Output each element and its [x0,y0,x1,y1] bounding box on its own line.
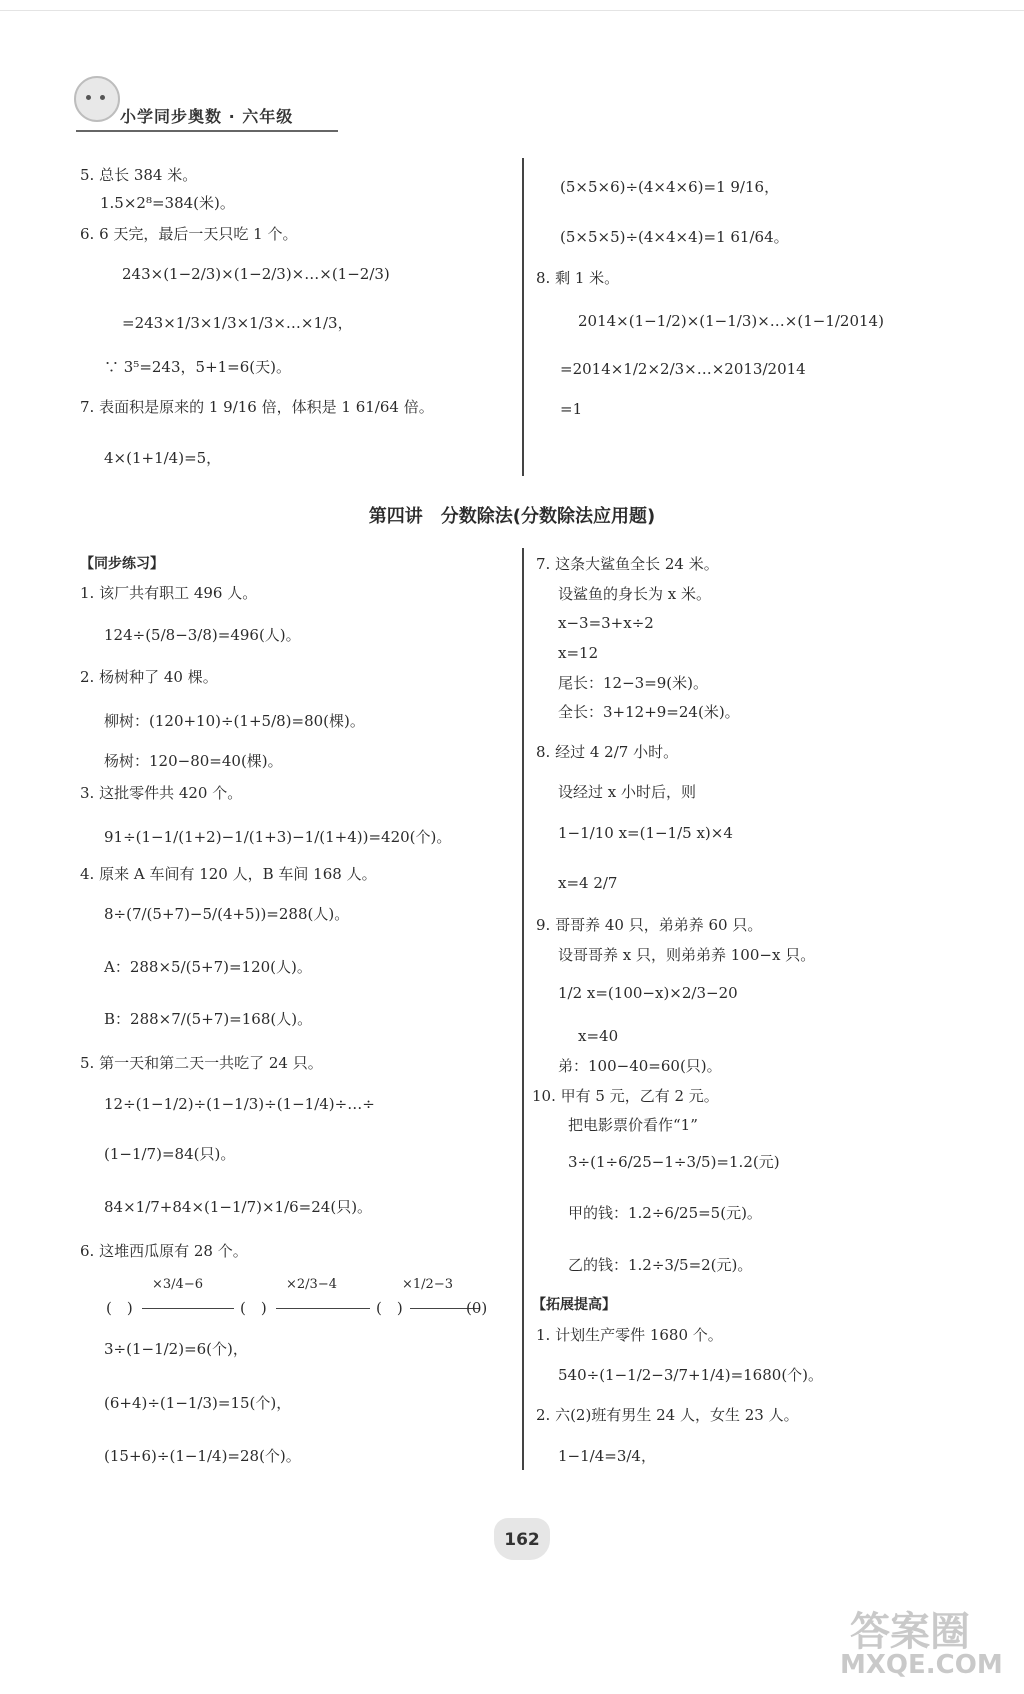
formula-line: =1 [560,400,583,418]
formula-line: 设哥哥养 x 只，则弟弟养 100−x 只。 [558,946,816,964]
book-title: 小学同步奥数 · 六年级 [120,107,294,126]
answer-line: 7. 这条大鲨鱼全长 24 米。 [536,555,719,573]
answer-line: 1.5×2⁸=384(米)。 [100,194,235,212]
flow-box: ( ) [240,1299,267,1317]
formula-line: 全长：3+12+9=24(米)。 [558,703,740,721]
formula-line: ∵ 3⁵=243，5+1=6(天)。 [104,358,291,376]
formula-line: A：288×5/(5+7)=120(人)。 [104,958,312,976]
section-title: 第四讲 分数除法(分数除法应用题) [368,506,656,527]
formula-line: 540÷(1−1/2−3/7+1/4)=1680(个)。 [558,1366,824,1384]
extension-tag: 【拓展提高】 [532,1297,616,1313]
answer-line: 2. 杨树种了 40 棵。 [80,668,218,686]
watermark-logo: 答案圈 [850,1609,970,1655]
formula-line: 乙的钱：1.2÷3/5=2(元)。 [568,1256,753,1274]
formula-line: 弟：100−40=60(只)。 [558,1057,722,1075]
answer-line: 6. 这堆西瓜原有 28 个。 [80,1242,248,1260]
flow-arrow [276,1308,370,1309]
formula-line: 4×(1+1/4)=5， [104,449,222,467]
formula-line: 杨树：120−80=40(棵)。 [104,752,283,770]
formula-line: (15+6)÷(1−1/4)=28(个)。 [104,1447,301,1465]
answer-line: 10. 甲有 5 元，乙有 2 元。 [532,1087,719,1105]
sync-practice-tag: 【同步练习】 [80,556,164,572]
formula-line: =243×1/3×1/3×1/3×…×1/3， [122,314,353,332]
formula-line: 243×(1−2/3)×(1−2/3)×…×(1−2/3) [122,265,390,283]
formula-line: 把电影票价看作“1” [568,1116,698,1134]
flow-op: ×3/4−6 [152,1277,203,1292]
formula-line: 3÷(1÷6/25−1÷3/5)=1.2(元) [568,1153,780,1171]
formula-line: 3÷(1−1/2)=6(个)， [104,1340,248,1358]
answer-line: 2. 六(2)班有男生 24 人，女生 23 人。 [536,1406,799,1424]
formula-line: 设经过 x 小时后，则 [558,783,696,801]
formula-line: 甲的钱：1.2÷6/25=5(元)。 [568,1204,762,1222]
answer-line: 5. 总长 384 米。 [80,166,198,184]
answer-line: 8. 经过 4 2/7 小时。 [536,743,679,761]
answer-line: 7. 表面积是原来的 1 9/16 倍，体积是 1 61/64 倍。 [80,398,434,416]
formula-line: =2014×1/2×2/3×…×2013/2014 [560,360,806,378]
formula-line: 8÷(7/(5+7)−5/(4+5))=288(人)。 [104,905,350,923]
watermark-url: MXQE.COM [840,1650,1003,1680]
formula-line: (5×5×6)÷(4×4×6)=1 9/16， [560,178,780,196]
mascot-logo-icon [74,76,120,122]
flow-arrow [142,1308,234,1309]
formula-line: 尾长：12−3=9(米)。 [558,674,709,692]
formula-line: x=12 [558,644,599,662]
formula-line: (1−1/7)=84(只)。 [104,1145,236,1163]
column-divider-top [522,158,524,476]
top-rule [0,10,1024,11]
flow-op: ×2/3−4 [286,1277,337,1292]
flow-box: ( ) [376,1299,403,1317]
answer-line: 1. 该厂共有职工 496 人。 [80,584,258,602]
formula-line: x−3=3+x÷2 [558,614,654,632]
formula-line: 91÷(1−1/(1+2)−1/(1+3)−1/(1+4))=420(个)。 [104,828,452,846]
flow-box: ( ) [106,1299,133,1317]
answer-line: 4. 原来 A 车间有 120 人，B 车间 168 人。 [80,865,377,883]
formula-line: 84×1/7+84×(1−1/7)×1/6=24(只)。 [104,1198,373,1216]
formula-line: 设鲨鱼的身长为 x 米。 [558,585,711,603]
header-underline [76,130,338,132]
formula-line: x=40 [578,1027,619,1045]
answer-line: 8. 剩 1 米。 [536,269,620,287]
answer-line: 6. 6 天完，最后一天只吃 1 个。 [80,225,298,243]
flow-op: ×1/2−3 [402,1277,453,1292]
formula-line: 柳树：(120+10)÷(1+5/8)=80(棵)。 [104,712,365,730]
page-number: 162 [494,1518,550,1560]
formula-line: 1/2 x=(100−x)×2/3−20 [558,984,738,1002]
formula-line: (5×5×5)÷(4×4×4)=1 61/64。 [560,228,789,246]
formula-line: B：288×7/(5+7)=168(人)。 [104,1010,313,1028]
answer-line: 1. 计划生产零件 1680 个。 [536,1326,723,1344]
formula-line: 1−1/10 x=(1−1/5 x)×4 [558,824,733,842]
page-header [70,70,340,132]
formula-line: x=4 2/7 [558,874,618,892]
answer-line: 5. 第一天和第二天一共吃了 24 只。 [80,1054,323,1072]
answer-line: 9. 哥哥养 40 只，弟弟养 60 只。 [536,916,763,934]
column-divider-bottom [522,548,524,1470]
flow-box: (0) [466,1299,488,1317]
formula-line: 2014×(1−1/2)×(1−1/3)×…×(1−1/2014) [578,312,884,330]
formula-line: 1−1/4=3/4， [558,1447,656,1465]
answer-line: 3. 这批零件共 420 个。 [80,784,243,802]
formula-line: 12÷(1−1/2)÷(1−1/3)÷(1−1/4)÷…÷ [104,1095,375,1113]
formula-line: 124÷(5/8−3/8)=496(人)。 [104,626,301,644]
formula-line: (6+4)÷(1−1/3)=15(个)， [104,1394,292,1412]
